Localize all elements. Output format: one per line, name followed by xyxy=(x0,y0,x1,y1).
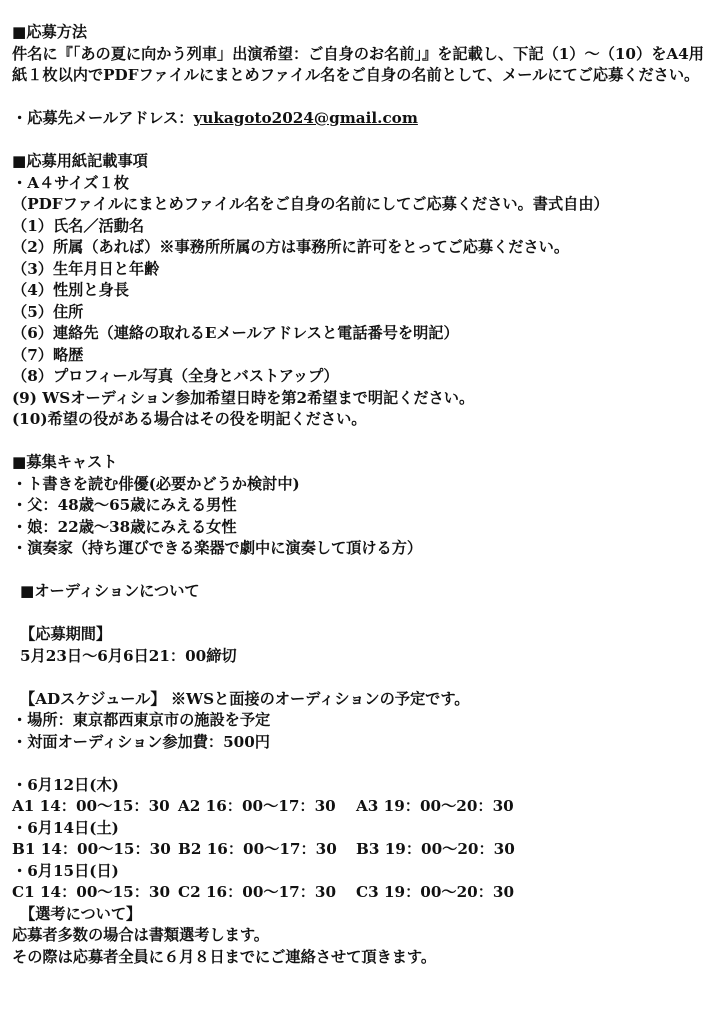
form-item: （7）略歴 xyxy=(12,345,84,364)
time-slot: A3 19：00～20：30 xyxy=(356,797,514,815)
schedule-date: ・6月15日(日) xyxy=(12,861,119,880)
schedule-slots xyxy=(12,796,716,818)
form-item: (10)希望の役がある場合はその役を明記ください。 xyxy=(12,410,367,428)
cast-item: ・父：48歳～65歳にみえる男性 xyxy=(12,496,237,514)
time-slot: B2 16：00～17：30 xyxy=(178,840,337,858)
method-heading: ■応募方法 xyxy=(12,23,88,41)
method-body: 件名に『「あの夏に向かう列車」出演希望：ご自身のお名前」』を記載し、下記（1）～（10）をA4用紙１枚以内でPDFファイルにまとめファイル名をご自身の名前として、メールにてご応募ください。 xyxy=(12,44,704,84)
form-item: ・A４サイズ１枚 xyxy=(12,173,129,192)
form-item: （2）所属（あれば）※事務所所属の方は事務所に許可をとってご応募ください。 xyxy=(12,238,570,256)
contact-label: ・応募先メールアドレス： xyxy=(12,109,194,127)
contact-line xyxy=(12,108,716,130)
period-heading: 【応募期間】 xyxy=(20,625,112,643)
selection-text: 応募者多数の場合は書類選考します。 xyxy=(12,926,269,944)
schedule-date: ・6月14日(土) xyxy=(12,818,119,837)
document xyxy=(12,22,716,968)
time-slot: B3 19：00～20：30 xyxy=(356,840,515,858)
time-slot: B1 14：00～15：30 xyxy=(12,840,171,858)
selection-heading: 【選考について】 xyxy=(20,904,142,923)
form-item: (9) WSオーディション参加希望日時を第2希望まで明記ください。 xyxy=(12,388,475,407)
selection-text: その際は応募者全員に６月８日までにご連絡させて頂きます。 xyxy=(12,947,437,966)
audition-heading: ■オーディションについて xyxy=(20,582,200,600)
form-item: （5）住所 xyxy=(12,302,84,321)
schedule-heading: 【ADスケジュール】 ※WSと面接のオーディションの予定です。 xyxy=(20,689,470,708)
fee-text: ・対面オーディション参加費：500円 xyxy=(12,732,270,751)
form-item: （8）プロフィール写真（全身とバストアップ） xyxy=(12,367,339,385)
time-slot: A1 14：00～15：30 xyxy=(12,797,170,815)
cast-item: ・演奏家（持ち運びできる楽器で劇中に演奏して頂ける方） xyxy=(12,539,423,557)
schedule-slots xyxy=(12,839,716,861)
schedule-slots xyxy=(12,882,716,904)
place-text: ・場所：東京都西東京市の施設を予定 xyxy=(12,711,271,729)
time-slot: A2 16：00～17：30 xyxy=(178,797,336,815)
cast-item: ・ト書きを読む俳優(必要かどうか検討中) xyxy=(12,474,300,493)
time-slot: C3 19：00～20：30 xyxy=(356,883,515,901)
email-link[interactable]: yukagoto2024@gmail.com xyxy=(193,109,418,127)
cast-heading: ■募集キャスト xyxy=(12,453,118,471)
form-heading: ■応募用紙記載事項 xyxy=(12,152,148,170)
form-item: （PDFファイルにまとめファイル名をご自身の名前にしてご応募ください。書式自由） xyxy=(12,195,609,213)
form-item: （3）生年月日と年齢 xyxy=(12,259,160,278)
period-text: 5月23日～6月6日21：00締切 xyxy=(20,646,237,665)
time-slot: C1 14：00～15：30 xyxy=(12,883,171,901)
cast-item: ・娘：22歳～38歳にみえる女性 xyxy=(12,517,237,536)
form-item: （4）性別と身長 xyxy=(12,281,129,299)
time-slot: C2 16：00～17：30 xyxy=(178,883,337,901)
schedule-date: ・6月12日(木) xyxy=(12,775,119,794)
form-item: （1）氏名／活動名 xyxy=(12,216,145,235)
form-item: （6）連絡先（連絡の取れるEメールアドレスと電話番号を明記） xyxy=(12,324,459,342)
